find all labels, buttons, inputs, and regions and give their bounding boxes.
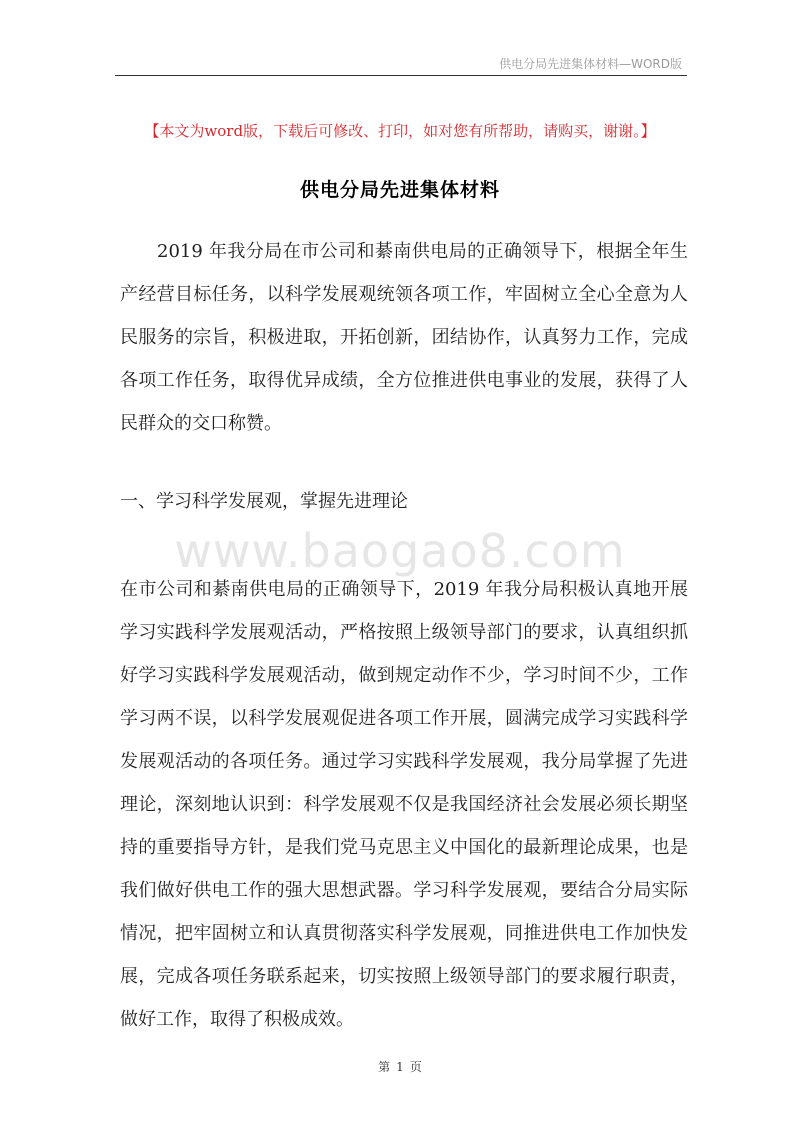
- section-1-heading: 一、学习科学发展观，掌握先进理论: [120, 491, 408, 512]
- watermark-text: www.baogao8.com: [174, 524, 626, 578]
- download-notice: 【本文为word版，下载后可修改、打印，如对您有所帮助，请购买，谢谢。】: [144, 122, 656, 140]
- running-header: 供电分局先进集体材料—WORD版: [499, 57, 682, 71]
- intro-paragraph: 2019 年我分局在市公司和綦南供电局的正确领导下，根据全年生产经营目标任务，以科学发展观统领各项工作，牢固树立全心全意为人民服务的宗旨，积极进取，开拓创新，团结协作，认真努力工作，完成各项工作任务，取得优异成绩，全方位推进供电事业的发展，获得了人民群众的交口称赞。: [120, 241, 688, 434]
- footer-prefix: 第: [378, 1060, 391, 1074]
- header-divider: [115, 75, 687, 76]
- footer-suffix: 页: [409, 1060, 422, 1074]
- page-number: 1: [396, 1060, 404, 1074]
- page-footer: [0, 1058, 800, 1075]
- document-title: 供电分局先进集体材料: [299, 179, 500, 201]
- section-1-body: 在市公司和綦南供电局的正确领导下，2019 年我分局积极认真地开展学习实践科学发展观活动，严格按照上级领导部门的要求，认真组织抓好学习实践科学发展观活动，做到规定动作不少，学习时间不少，工作学习两不误，以科学发展观促进各项工作开展，圆满完成学习实践科学发展观活动的各项任务。通过学习实践科学发展观，我分局掌握了先进理论，深刻地认识到：科学发展观不仅是我国经济社会发展必须长期坚持的重要指导方针，是我们党马克思主义中国化的最新理论成果，也是我们做好供电工作的强大思想武器。学习科学发展观，要结合分局实际情况，把牢固树立和认真贯彻落实科学发展观，同推进供电工作加快发展，完成各项任务联系起来，切实按照上级领导部门的要求履行职责，做好工作，取得了积极成效。: [120, 579, 688, 1030]
